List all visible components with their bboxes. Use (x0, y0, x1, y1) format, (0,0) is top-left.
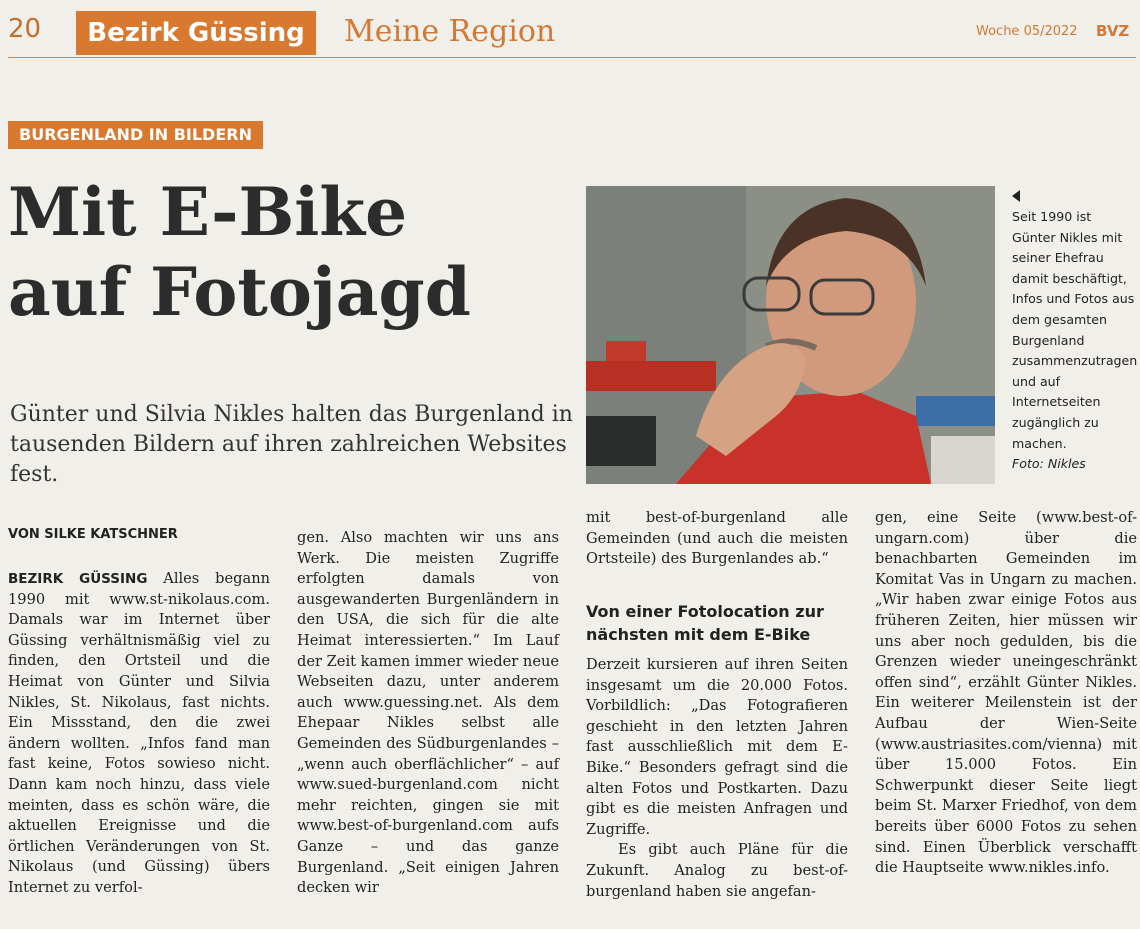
column-3-text: mit best-of-burgenland alle Gemeinden (und auch die meisten Ortsteile) des Burgenlandes ab.“ (586, 509, 848, 568)
portrait-photo (586, 186, 995, 484)
header-divider (8, 57, 1136, 58)
headline (8, 172, 578, 332)
brand-logo: BVZ (1096, 22, 1130, 40)
article-column-3-continued (586, 655, 848, 902)
article-column-1 (8, 569, 270, 899)
article-column-4 (875, 508, 1137, 879)
article-column-3 (586, 508, 848, 570)
headline-line-2: auf Fotojagd (8, 253, 471, 331)
byline: VON SILKE KATSCHNER (8, 527, 178, 542)
lead-paragraph: Günter und Silvia Nikles halten das Burgenland in tausenden Bildern auf ihren zahlreichen Websites fest. (10, 402, 573, 487)
caption-arrow-icon (1012, 190, 1020, 202)
portrait-illustration (586, 186, 995, 484)
kicker: BURGENLAND IN BILDERN (8, 121, 263, 149)
region-label: Meine Region (344, 14, 556, 49)
dateline: BEZIRK GÜSSING (8, 571, 148, 587)
photo-credit: Foto: Nikles (1012, 456, 1086, 472)
column-3-paragraph-2: Derzeit kursieren auf ihren Seiten insgesamt um die 20.000 Fotos. Vorbildlich: „Das Fotografieren geschieht in den letzten Jahren fast ausschließlich mit dem E-Bike.“ Besonders gefragt sind die alten Fotos und Postkarten. Dazu gibt es die meisten Anfragen und Zugriffe. (586, 656, 848, 838)
column-3-paragraph-3: Es gibt auch Pläne für die Zukunft. Analog zu best-of-burgenland haben sie angefan- (586, 841, 848, 900)
subheading: Von einer Fotolocation zur nächsten mit dem E-Bike (586, 602, 824, 644)
column-2-text: gen. Also machten wir uns ans Werk. Die meisten Zugriffe erfolgten damals von ausgewanderten Burgenländern in den USA, die sich für die alte Heimat interessierten.“ Im Lauf der Zeit kamen immer wieder neue Webseiten dazu, unter anderem auch www.guessing.net. Als dem Ehepaar Nikles selbst alle Gemeinden des Südburgenlandes – „wenn auch oberflächlicher“ – auf www.sued-burgenland.com nicht mehr reichten, gingen sie mit www.best-of-burgenland.com aufs Ganze – und das ganze Burgenland. „Seit einigen Jahren decken wir (297, 529, 559, 897)
article-column-2 (297, 528, 559, 899)
column-4-text: gen, eine Seite (www.best-of-ungarn.com) über die benachbarten Gemeinden im Komitat Vas in Ungarn zu machen. „Wir haben zwar einige Fotos aus früheren Zeiten, hier müssen wir uns aber noch gedulden, bis die Grenzen wieder uneingeschränkt offen sind“, erzählt Günter Nikles. Ein weiterer Meilenstein ist der Aufbau der Wien-Seite (www.austriasites.com/vienna) mit über 15.000 Fotos. Ein Schwerpunkt dieser Seite liegt beim St. Marxer Friedhof, von dem bereits über 6000 Fotos zu sehen sind. Einen Überblick verschafft die Hauptseite www.nikles.info. (875, 509, 1137, 877)
photo-caption (1012, 207, 1138, 475)
caption-text: Seit 1990 ist Günter Nikles mit seiner Ehefrau damit beschäftigt, Infos und Fotos aus dem gesamten Burgenland zusammenzutragen und auf Internetseiten zugänglich zu machen. (1012, 209, 1138, 451)
section-tag: Bezirk Güssing (76, 11, 316, 55)
headline-line-1: Mit E-Bike (8, 173, 408, 251)
issue-label: Woche 05/2022 (976, 24, 1078, 39)
column-1-text: Alles begann 1990 mit www.st-nikolaus.com. Damals war im Internet über Güssing verhältnismäßig viel zu finden, den Ortsteil und die Heimat von Günter und Silvia Nikles, St. Nikolaus, fast nichts. Ein Missstand, den die zwei ändern wollten. „Infos fand man fast keine, Fotos sowieso nicht. Dann kam noch hinzu, dass viele meinten, dass es schön wäre, die aktuellen Ereignisse und die örtlichen Veränderungen von St. Nikolaus (und Güssing) übers Internet zu verfol- (8, 570, 270, 896)
page-number: 20 (8, 14, 42, 44)
